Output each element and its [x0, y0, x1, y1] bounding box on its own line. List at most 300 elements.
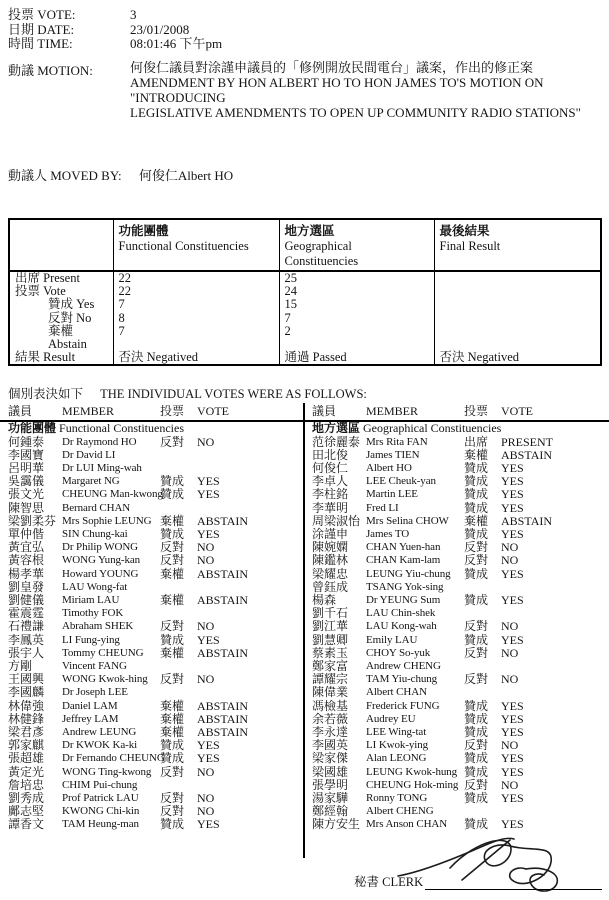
member-vote-cn: 反對 [464, 540, 489, 555]
member-name-en: CHIM Pui-chung [62, 778, 138, 791]
member-name-en: Albert HO [366, 461, 412, 474]
member-vote-cn: 贊成 [464, 711, 489, 726]
member-vote-cn: 棄權 [464, 513, 489, 528]
member-name-cn: 單仲偕 [8, 526, 45, 541]
member-name-cn: 劉慧卿 [312, 632, 349, 647]
member-row [0, 713, 303, 726]
member-row [0, 673, 303, 686]
member-vote-en [197, 779, 303, 792]
summary-row [9, 285, 601, 298]
individual-votes-title [8, 384, 367, 402]
summary-cell-final [434, 271, 601, 285]
member-name-en: Margaret NG [62, 475, 120, 488]
member-row [0, 436, 303, 449]
geographical-constituencies-column [303, 403, 609, 858]
member-vote-en: YES [501, 724, 524, 739]
member-name-cn: 劉千石 [312, 606, 349, 621]
member-vote-cn: 棄權 [160, 698, 185, 713]
summary-header-functional [113, 219, 279, 271]
member-vote-en: NO [197, 434, 215, 449]
member-name-en: Dr Raymond HO [62, 435, 137, 448]
member-vote-cn: 贊成 [160, 817, 185, 832]
member-vote-cn: 贊成 [160, 751, 185, 766]
member-row [0, 700, 303, 713]
member-vote-en: NO [501, 777, 519, 792]
member-vote-cn [160, 686, 197, 699]
summary-cell-geographical: 通過 Passed [279, 351, 434, 365]
member-vote-en: YES [501, 711, 524, 726]
member-vote-cn: 贊成 [464, 566, 489, 581]
summary-row-label: 投票 Vote [9, 285, 113, 298]
member-en-header: MEMBER [366, 404, 419, 418]
member-vote-cn: 贊成 [464, 790, 489, 805]
member-vote-cn: 贊成 [464, 817, 489, 832]
vote-en-header: VOTE [501, 404, 533, 418]
date-row [8, 23, 222, 38]
member-row [305, 541, 609, 554]
member-name-en: Dr David LI [62, 448, 116, 461]
member-name-cn: 黃定光 [8, 764, 45, 779]
member-vote-cn: 棄權 [160, 724, 185, 739]
member-name-en: Albert CHENG [366, 805, 434, 818]
member-name-cn: 何俊仁 [312, 460, 349, 475]
member-row [305, 686, 609, 699]
member-vote-cn: 贊成 [160, 474, 185, 489]
member-name-en: WONG Ting-kwong [62, 765, 152, 778]
member-name-en: Mrs Selina CHOW [366, 514, 449, 527]
member-cn-header: 議員 [8, 404, 33, 418]
summary-row [9, 271, 601, 285]
motion-block [8, 60, 600, 120]
member-vote-en: NO [501, 672, 519, 687]
member-vote-en: ABSTAIN [197, 592, 249, 607]
member-name-en: Howard YOUNG [62, 567, 139, 580]
member-name-en: LEE Cheuk-yan [366, 475, 436, 488]
gc-column-header [305, 403, 609, 422]
member-name-cn: 張文光 [8, 487, 45, 502]
member-name-cn: 梁家傑 [312, 751, 349, 766]
summary-row-label: 結果 Result [9, 351, 113, 365]
member-name-cn: 石禮謙 [8, 619, 45, 634]
member-row [0, 752, 303, 765]
member-vote-en: NO [197, 764, 215, 779]
member-vote-en: PRESENT [501, 434, 554, 449]
member-row [0, 462, 303, 475]
geographical-header-cn: 地方選區 [284, 224, 335, 238]
member-vote-en: YES [197, 738, 220, 753]
member-vote-en: YES [501, 526, 524, 541]
functional-header-cn: 功能團體 [118, 224, 169, 238]
summary-table [8, 218, 602, 366]
member-name-cn: 林健鋒 [8, 711, 45, 726]
summary-header-row [9, 219, 601, 271]
fc-section-label-en: Functional Constituencies [59, 421, 185, 435]
member-vote-cn: 贊成 [160, 526, 185, 541]
motion-line-en-2: LEGISLATIVE AMENDMENTS TO OPEN UP COMMUNITY RADIO STATIONS" [130, 105, 581, 120]
member-name-cn: 田北俊 [312, 447, 349, 462]
member-name-en: Dr Fernando CHEUNG [62, 752, 165, 765]
member-name-cn: 詹培忠 [8, 777, 45, 792]
member-row [305, 436, 609, 449]
member-vote-en: ABSTAIN [197, 711, 249, 726]
member-name-cn: 張學明 [312, 777, 349, 792]
member-name-en: SIN Chung-kai [62, 527, 128, 540]
member-row [305, 554, 609, 567]
member-vote-en: NO [501, 645, 519, 660]
member-name-cn: 黃宜弘 [8, 540, 45, 555]
member-name-cn: 湯家驊 [312, 790, 349, 805]
member-name-cn: 涂謹申 [312, 526, 349, 541]
summary-cell-final [434, 325, 601, 351]
member-vote-cn: 贊成 [464, 632, 489, 647]
member-name-cn: 陳方安生 [312, 817, 361, 832]
member-name-en: Daniel LAM [62, 699, 118, 712]
member-vote-en: YES [197, 632, 220, 647]
summary-cell-functional: 22 [113, 285, 279, 298]
member-row [0, 475, 303, 488]
member-row [305, 620, 609, 633]
summary-header-final [434, 219, 601, 271]
member-name-cn: 張超雄 [8, 751, 45, 766]
member-row [305, 515, 609, 528]
member-name-en: WONG Kwok-hing [62, 673, 148, 686]
member-name-en: Alan LEONG [366, 752, 427, 765]
fc-members [0, 436, 303, 832]
member-vote-cn: 反對 [464, 645, 489, 660]
member-vote-en: ABSTAIN [197, 566, 249, 581]
individual-votes-columns [0, 403, 609, 858]
fc-section-label-cn: 功能團體 [8, 421, 57, 435]
member-name-cn: 王國興 [8, 672, 45, 687]
member-vote-en: NO [197, 672, 215, 687]
member-name-cn: 陳偉業 [312, 685, 349, 700]
member-name-cn: 李永達 [312, 724, 349, 739]
member-vote-en: YES [501, 592, 524, 607]
member-name-en: Mrs Sophie LEUNG [62, 514, 152, 527]
moved-by-block [8, 165, 233, 184]
member-vote-cn: 反對 [464, 553, 489, 568]
member-name-cn: 譚耀宗 [312, 672, 349, 687]
member-name-cn: 梁劉柔芬 [8, 513, 57, 528]
member-row [0, 568, 303, 581]
functional-header-en: Functional Constituencies [118, 239, 249, 253]
member-row [305, 594, 609, 607]
member-row [0, 818, 303, 831]
member-name-cn: 李國麟 [8, 685, 45, 700]
member-name-cn: 呂明華 [8, 460, 45, 475]
member-name-en: James TO [366, 527, 410, 540]
member-vote-cn [160, 502, 197, 515]
summary-row [9, 312, 601, 325]
member-vote-en: YES [197, 474, 220, 489]
member-row [305, 475, 609, 488]
summary-row-label: 出席 Present [9, 271, 113, 285]
member-vote-en [501, 686, 609, 699]
member-vote-cn: 反對 [160, 540, 185, 555]
member-name-en: Mrs Rita FAN [366, 435, 428, 448]
member-name-en: LI Fung-ying [62, 633, 120, 646]
summary-row-label: 反對 No [9, 312, 113, 325]
member-vote-en: YES [197, 817, 220, 832]
member-vote-cn [464, 581, 501, 594]
member-name-en: Dr Joseph LEE [62, 686, 128, 699]
member-vote-en: NO [501, 553, 519, 568]
member-vote-en: ABSTAIN [197, 645, 249, 660]
member-row [305, 818, 609, 831]
vote-number-label: 投票 VOTE: [8, 7, 76, 22]
member-vote-cn: 棄權 [160, 645, 185, 660]
member-row [0, 515, 303, 528]
member-vote-en: NO [197, 540, 215, 555]
member-vote-en: ABSTAIN [197, 724, 249, 739]
member-row [0, 594, 303, 607]
member-vote-en [197, 502, 303, 515]
summary-cell-functional: 7 [113, 298, 279, 311]
member-row [305, 528, 609, 541]
member-row [0, 792, 303, 805]
member-name-cn: 何鍾泰 [8, 434, 45, 449]
member-vote-cn: 反對 [160, 434, 185, 449]
member-row [305, 660, 609, 673]
member-name-en: CHAN Kam-lam [366, 554, 441, 567]
member-vote-cn: 贊成 [464, 474, 489, 489]
summary-header-geographical [279, 219, 434, 271]
member-name-en: CHAN Yuen-han [366, 541, 441, 554]
summary-cell-final [434, 312, 601, 325]
summary-cell-geographical: 15 [279, 298, 434, 311]
member-cn-header: 議員 [312, 404, 337, 418]
summary-row-label: 贊成 Yes [9, 298, 113, 311]
member-name-cn: 李柱銘 [312, 487, 349, 502]
member-row [0, 805, 303, 818]
member-row [305, 766, 609, 779]
member-vote-cn: 贊成 [464, 698, 489, 713]
member-name-en: LEE Wing-tat [366, 725, 427, 738]
member-vote-en: NO [197, 553, 215, 568]
member-name-cn: 劉健儀 [8, 592, 45, 607]
member-row [0, 726, 303, 739]
member-row [305, 713, 609, 726]
member-name-en: Fred LI [366, 501, 399, 514]
member-row [0, 449, 303, 462]
member-row [305, 568, 609, 581]
member-row [305, 607, 609, 620]
summary-cell-final [434, 298, 601, 311]
member-vote-cn: 反對 [464, 672, 489, 687]
summary-corner-cell [9, 219, 113, 271]
member-name-en: Dr YEUNG Sum [366, 593, 441, 606]
member-name-en: Jeffrey LAM [62, 712, 119, 725]
member-name-cn: 劉秀成 [8, 790, 45, 805]
member-row [0, 607, 303, 620]
member-name-en: Ronny TONG [366, 791, 428, 804]
member-name-cn: 梁君彥 [8, 724, 45, 739]
member-vote-cn: 贊成 [464, 487, 489, 502]
summary-cell-geographical: 25 [279, 271, 434, 285]
member-name-cn: 陳婉嫻 [312, 540, 349, 555]
member-name-en: Bernard CHAN [62, 501, 131, 514]
member-row [305, 739, 609, 752]
member-en-header: MEMBER [62, 404, 115, 418]
member-vote-cn: 反對 [160, 553, 185, 568]
motion-text [130, 60, 600, 120]
fc-section-label [0, 422, 303, 436]
member-vote-en: YES [501, 474, 524, 489]
member-name-cn: 梁耀忠 [312, 566, 349, 581]
member-name-en: Miriam LAU [62, 593, 120, 606]
member-vote-en [501, 581, 609, 594]
member-vote-en: YES [501, 817, 524, 832]
date-label: 日期 DATE: [8, 21, 75, 37]
member-vote-cn: 棄權 [160, 513, 185, 528]
member-name-en: Albert CHAN [366, 686, 427, 699]
member-name-en: TAM Heung-man [62, 818, 139, 831]
member-vote-cn: 贊成 [464, 526, 489, 541]
member-vote-en: YES [197, 526, 220, 541]
member-vote-en: YES [501, 764, 524, 779]
member-name-cn: 劉皇發 [8, 579, 45, 594]
member-name-cn: 李國寶 [8, 447, 45, 462]
member-vote-cn: 反對 [160, 672, 185, 687]
member-row [305, 488, 609, 501]
member-vote-en: ABSTAIN [197, 698, 249, 713]
clerk-signature-block [354, 872, 602, 890]
member-row [305, 634, 609, 647]
member-name-en: CHEUNG Man-kwong [62, 488, 163, 501]
member-vote-cn: 贊成 [464, 724, 489, 739]
gc-section-label-cn: 地方選區 [312, 421, 361, 435]
member-vote-en: NO [197, 619, 215, 634]
member-name-cn: 李國英 [312, 738, 349, 753]
fc-column-header [0, 403, 303, 422]
member-vote-en: ABSTAIN [501, 513, 553, 528]
clerk-label: 秘書 CLERK [354, 875, 424, 889]
member-row [0, 660, 303, 673]
member-vote-en: YES [501, 790, 524, 805]
member-name-en: Audrey EU [366, 712, 416, 725]
summary-cell-geographical: 24 [279, 285, 434, 298]
member-name-en: Dr Philip WONG [62, 541, 139, 554]
gc-section-label-en: Geographical Constituencies [363, 421, 502, 435]
member-row [305, 581, 609, 594]
member-vote-cn: 棄權 [464, 447, 489, 462]
member-name-cn: 曾鈺成 [312, 579, 349, 594]
member-row [0, 634, 303, 647]
member-vote-cn: 棄權 [160, 592, 185, 607]
gc-members [305, 436, 609, 832]
member-vote-cn: 反對 [464, 619, 489, 634]
member-row [0, 779, 303, 792]
summary-table-body [9, 271, 601, 365]
time-value: 08:01:46 下午pm [130, 36, 223, 51]
member-name-en: Frederick FUNG [366, 699, 440, 712]
member-row [0, 766, 303, 779]
vote-cn-header: 投票 [464, 404, 489, 418]
member-vote-en: NO [501, 619, 519, 634]
member-vote-cn: 贊成 [464, 500, 489, 515]
member-name-cn: 林偉強 [8, 698, 45, 713]
member-vote-en: YES [501, 698, 524, 713]
member-vote-cn: 贊成 [464, 751, 489, 766]
member-vote-en: ABSTAIN [501, 447, 553, 462]
member-row [305, 502, 609, 515]
member-row [0, 686, 303, 699]
member-name-en: Timothy FOK [62, 607, 124, 620]
member-vote-cn: 贊成 [160, 632, 185, 647]
summary-row [9, 325, 601, 351]
member-name-en: TSANG Yok-sing [366, 580, 444, 593]
summary-row [9, 351, 601, 365]
member-name-en: LI Kwok-ying [366, 739, 429, 752]
member-vote-en: YES [501, 460, 524, 475]
member-vote-en: NO [501, 540, 519, 555]
moved-by-label: 動議人 MOVED BY: [8, 168, 122, 183]
member-row [305, 726, 609, 739]
member-vote-cn: 贊成 [464, 592, 489, 607]
member-vote-cn: 贊成 [464, 764, 489, 779]
member-vote-cn [160, 449, 197, 462]
member-vote-cn: 棄權 [160, 711, 185, 726]
summary-cell-geographical: 7 [279, 312, 434, 325]
time-row [8, 37, 222, 52]
date-value: 23/01/2008 [130, 21, 190, 37]
member-name-cn: 周梁淑怡 [312, 513, 361, 528]
member-row [305, 752, 609, 765]
summary-cell-functional: 7 [113, 325, 279, 351]
member-row [0, 739, 303, 752]
member-name-en: TAM Yiu-chung [366, 673, 438, 686]
member-name-cn: 譚香文 [8, 817, 45, 832]
geographical-header-en: Geographical Constituencies [284, 239, 359, 268]
member-name-en: James TIEN [366, 448, 420, 461]
member-row [305, 792, 609, 805]
member-row [0, 502, 303, 515]
member-name-cn: 鄭家富 [312, 658, 349, 673]
motion-line-en-1: AMENDMENT BY HON ALBERT HO TO HON JAMES TO'S MOTION ON "INTRODUCING [130, 75, 544, 105]
member-row [305, 779, 609, 792]
member-vote-cn: 反對 [160, 790, 185, 805]
member-row [0, 581, 303, 594]
summary-cell-final: 否決 Negatived [434, 351, 601, 365]
member-name-en: LAU Kong-wah [366, 620, 437, 633]
member-vote-cn: 反對 [160, 804, 185, 819]
member-vote-cn: 棄權 [160, 566, 185, 581]
summary-cell-functional: 8 [113, 312, 279, 325]
summary-row-label: 棄權 Abstain [9, 325, 113, 351]
vote-number-row [8, 8, 222, 23]
member-vote-en: YES [501, 632, 524, 647]
summary-cell-final [434, 285, 601, 298]
member-vote-en: YES [197, 487, 220, 502]
member-name-cn: 范徐麗泰 [312, 434, 361, 449]
member-vote-en [197, 581, 303, 594]
member-vote-cn: 反對 [464, 738, 489, 753]
member-name-en: CHEUNG Hok-ming [366, 778, 459, 791]
member-vote-en: YES [501, 566, 524, 581]
member-vote-en: NO [197, 790, 215, 805]
vote-number-value: 3 [130, 7, 137, 22]
member-name-cn: 陳智思 [8, 500, 45, 515]
member-name-cn: 吳靄儀 [8, 474, 45, 489]
member-row [0, 620, 303, 633]
member-row [305, 449, 609, 462]
final-header-cn: 最後結果 [439, 224, 490, 238]
member-name-cn: 黃容根 [8, 553, 45, 568]
member-vote-cn [464, 686, 501, 699]
summary-cell-functional: 否決 Negatived [113, 351, 279, 365]
moved-by-value: 何俊仁Albert HO [138, 168, 234, 183]
member-name-en: KWONG Chi-kin [62, 805, 140, 818]
